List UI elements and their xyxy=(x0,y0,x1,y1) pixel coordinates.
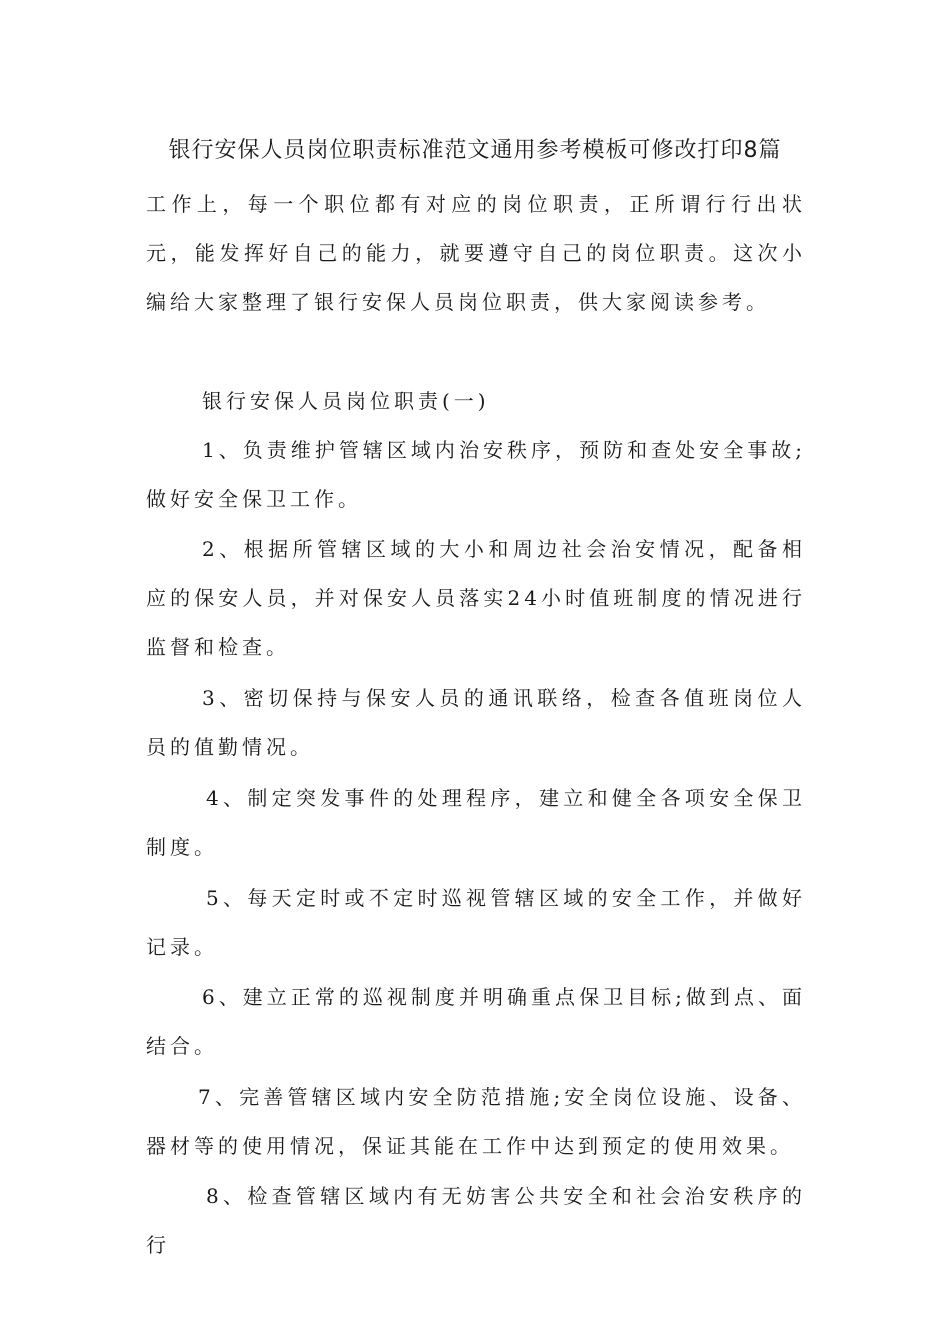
duty-item-5: 5、每天定时或不定时巡视管辖区域的安全工作，并做好记录。 xyxy=(146,886,806,959)
intro-paragraph: 工作上，每一个职位都有对应的岗位职责，正所谓行行出状元，能发挥好自己的能力，就要遵守自己的岗位职责。这次小编给大家整理了银行安保人员岗位职责，供大家阅读参考。 xyxy=(146,192,806,314)
duty-item-2: 2、根据所管辖区域的大小和周边社会治安情况，配备相应的保安人员，并对保安人员落实24小时值班制度的情况进行监督和检查。 xyxy=(146,537,806,659)
document-title: 银行安保人员岗位职责标准范文通用参考模板可修改打印8篇 xyxy=(168,138,782,163)
duty-item-4: 4、制定突发事件的处理程序，建立和健全各项安全保卫制度。 xyxy=(146,786,806,859)
section-heading: 银行安保人员岗位职责(一) xyxy=(202,389,490,413)
duty-item-1: 1、负责维护管辖区域内治安秩序，预防和查处安全事故;做好安全保卫工作。 xyxy=(146,438,806,511)
duty-item-6: 6、建立正常的巡视制度并明确重点保卫目标;做到点、面结合。 xyxy=(146,985,806,1058)
duty-item-3: 3、密切保持与保安人员的通讯联络，检查各值班岗位人员的值勤情况。 xyxy=(146,686,806,759)
duty-item-7: 7、完善管辖区域内安全防范措施;安全岗位设施、设备、器材等的使用情况，保证其能在工作中达到预定的使用效果。 xyxy=(146,1085,806,1158)
duty-item-8: 8、检查管辖区域内有无妨害公共安全和社会治安秩序的行 xyxy=(146,1184,806,1257)
